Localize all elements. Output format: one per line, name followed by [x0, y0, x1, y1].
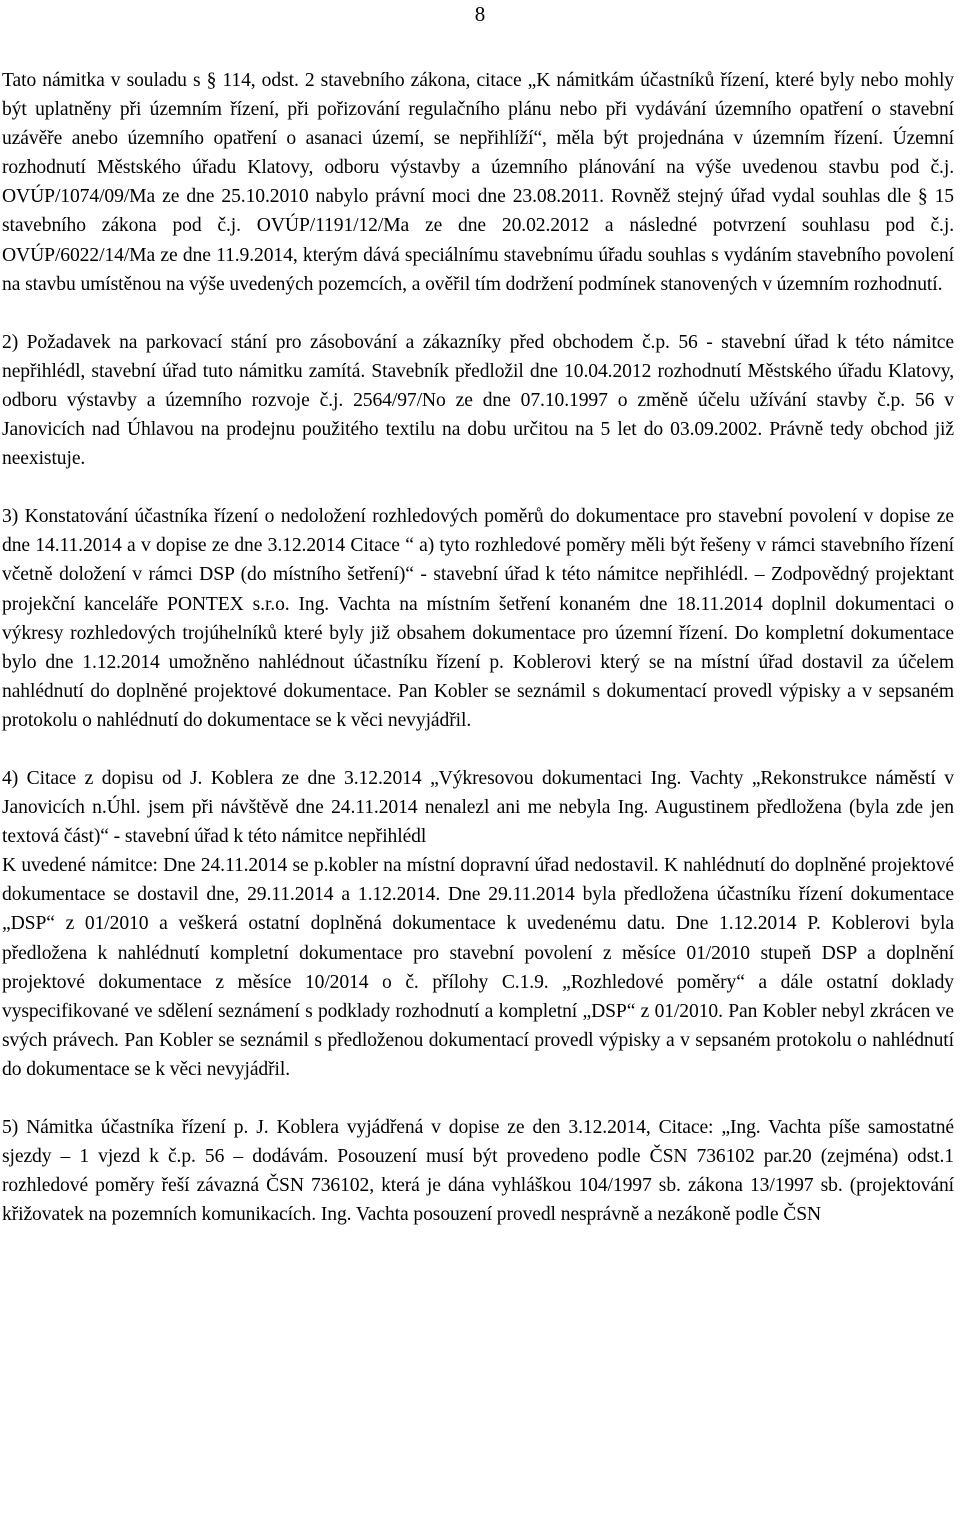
document-body — [2, 66, 954, 1229]
page-number: 8 — [474, 2, 486, 26]
paragraph-objection-3: 3) Konstatování účastníka řízení o nedoložení rozhledových poměrů do dokumentace pro stavební povolení v dopise ze dne 14.11.2014 a v dopise ze dne 3.12.2014 Citace “ a) tyto rozhledové poměry měli být řešeny v rámci stavebního řízení včetně doložení v rámci DSP (do místního šetření)“ - stavební úřad k této námitce nepřihlédl. – Zodpovědný projektant projekční kanceláře PONTEX s.r.o. Ing. Vachta na místním šetření konaném dne 18.11.2014 doplnil dokumentaci o výkresy rozhledových trojúhelníků které byly již obsahem dokumentace pro územní řízení. Do kompletní dokumentace bylo dne 1.12.2014 umožněno nahlédnout účastníku řízení p. Koblerovi který se na místní úřad dostavil za účelem nahlédnutí do doplněné projektové dokumentace. Pan Kobler se seznámil s dokumentací provedl výpisky a v sepsaném protokolu o nahlédnutí do dokumentace se k věci nevyjádřil. — [2, 506, 954, 731]
paragraph-intro: Tato námitka v souladu s § 114, odst. 2 stavebního zákona, citace „K námitkám účastníků řízení, které byly nebo mohly být uplatněny při územním řízení, při pořizování regulačního plánu nebo při vydávání územního opatření o stavební uzávěře anebo územního opatření o asanaci území, se nepřihlíží“, měla být projednána v územním řízení. Územní rozhodnutí Městského úřadu Klatovy, odboru výstavby a územního plánování na výše uvedenou stavbu pod č.j. OVÚP/1074/09/Ma ze dne 25.10.2010 nabylo právní moci dne 23.08.2011. Rovněž stejný úřad vydal souhlas dle § 15 stavebního zákona pod č.j. OVÚP/1191/12/Ma ze dne 20.02.2012 a následné potvrzení souhlasu pod č.j. OVÚP/6022/14/Ma ze dne 11.9.2014, kterým dává speciálnímu stavebnímu úřadu souhlas s vydáním stavebního povolení na stavbu umístěnou na výše uvedených pozemcích, a ověřil tím dodržení podmínek stanovených v územním rozhodnutí. — [2, 70, 954, 295]
paragraph-objection-4: 4) Citace z dopisu od J. Koblera ze dne 3.12.2014 „Výkresovou dokumentaci Ing. Vachty „Rekonstrukce náměstí v Janovicích n.Úhl. jsem při návštěvě dne 24.11.2014 nenalezl ani me nebyla Ing. Augustinem předložena (byla zde jen textová část)“ - stavební úřad k této námitce nepřihlédl K uvedené námitce: Dne 24.11.2014 se p.kobler na místní dopravní úřad nedostavil. K nahlédnutí do doplněné projektové dokumentace se dostavil dne, 29.11.2014 a 1.12.2014. Dne 29.11.2014 byla předložena účastníku řízení dokumentace „DSP“ z 01/2010 a veškerá ostatní doplněná dokumentace k uvedenému datu. Dne 1.12.2014 P. Koblerovi byla předložena k nahlédnutí kompletní dokumentace pro stavební povolení z měsíce 01/2010 stupeň DSP a doplnění projektové dokumentace z měsíce 10/2014 o č. přílohy C.1.9. „Rozhledové poměry“ a dále ostatní doklady vyspecifikované ve sdělení seznámení s podklady rozhodnutí a kompletní „DSP“ z 01/2010. Pan Kobler nebyl zkrácen ve svých právech. Pan Kobler se seznámil s předloženou dokumentací provedl výpisky a v sepsaném protokolu o nahlédnutí do dokumentace se k věci nevyjádřil. — [2, 767, 954, 1080]
paragraph-objection-2: 2) Požadavek na parkovací stání pro zásobování a zákazníky před obchodem č.p. 56 - stavební úřad k této námitce nepřihlédl, stavební úřad tuto námitku zamítá. Stavebník předložil dne 10.04.2012 rozhodnutí Městského úřadu Klatovy, odboru výstavby a územního rozvoje č.j. 2564/97/No ze dne 07.10.1997 o změně účelu užívání stavby č.p. 56 v Janovicích nad Úhlavou na prodejnu použitého textilu na dobu určitou na 5 let do 03.09.2002. Právně tedy obchod již neexistuje. — [2, 331, 954, 470]
paragraph-objection-5: 5) Námitka účastníka řízení p. J. Koblera vyjádřená v dopise ze den 3.12.2014, Citace: „Ing. Vachta píše samostatné sjezdy – 1 vjezd k č.p. 56 – dodávám. Posouzení musí být provedeno podle ČSN 736102 par.20 (zejména) odst.1 rozhledové poměry řeší závazná ČSN 736102, která je dána vyhláškou 104/1997 sb. zákona 13/1997 sb. (projektování křižovatek na pozemních komunikacích. Ing. Vachta posouzení provedl nesprávně a nezákoně podle ČSN — [2, 1117, 954, 1226]
